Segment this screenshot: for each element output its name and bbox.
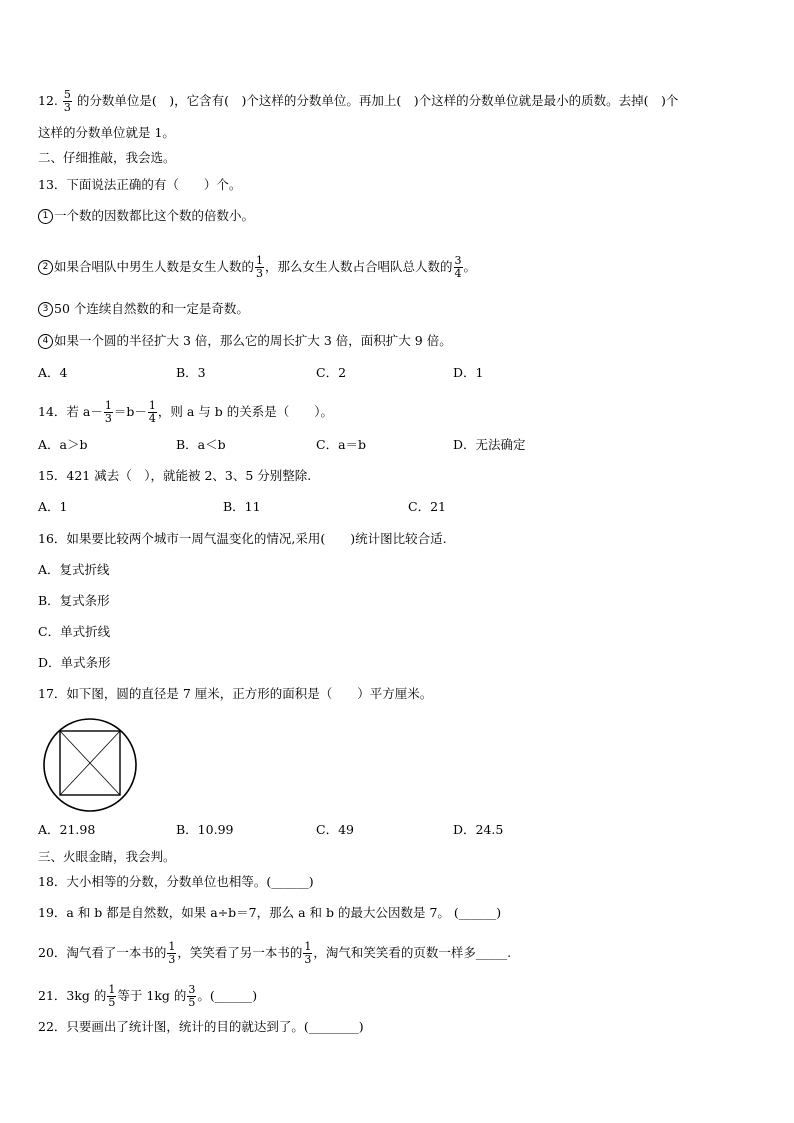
option-d[interactable]: D．单式条形 [38,655,111,670]
option-b[interactable]: B．a＜b [176,437,226,452]
circled-number-2: 2 [38,260,53,275]
question-19: 19．a 和 b 都是自然数，如果 a÷b＝7，那么 a 和 b 的最大公因数是 7。 (______) [38,905,502,920]
option-a[interactable]: A．21.98 [38,822,96,837]
statement-4: 4 如果一个圆的半径扩大 3 倍，那么它的周长扩大 3 倍，面积扩大 9 倍。 [38,333,452,349]
option-d[interactable]: D．24.5 [453,822,504,837]
question-20: 20．淘气看了一本书的 $\frac{1}{3}$ ，笑笑看了另一本书的 $\frac{1}{3}$ ，淘气和笑笑看的页数一样多_____. [38,940,512,966]
circled-number-3: 3 [38,302,53,317]
section-3-heading: 三、火眼金睛，我会判。 [38,849,176,864]
fraction: $\frac{1}{3}$ [168,940,176,966]
fraction: $\frac{3}{5}$ [188,983,196,1009]
fraction: $\frac{1}{4}$ [148,399,156,425]
fraction: $\frac{1}{3}$ [104,399,112,425]
fraction: $\frac{1}{5}$ [108,983,116,1009]
question-21: 21．3kg 的 $\frac{1}{5}$ 等于 1kg 的 $\frac{3}{5}$ 。(______) [38,983,258,1009]
question-15-stem: 15．421 减去（ ），就能被 2、3、5 分别整除. [38,468,312,483]
question-14-stem: 14．若 a－ $\frac{1}{3}$ ＝b－ $\frac{1}{4}$ ，则 a 与 b 的关系是（ ）。 [38,399,333,425]
question-22: 22．只要画出了统计图，统计的目的就达到了。(________) [38,1019,364,1034]
option-a[interactable]: A．1 [38,499,68,514]
option-c[interactable]: C．单式折线 [38,624,111,639]
question-16-stem: 16．如果要比较两个城市一周气温变化的情况,采用( )统计图比较合适. [38,531,447,546]
circle-square-figure [42,717,138,813]
option-d[interactable]: D．1 [453,365,484,380]
statement-1: 1 一个数的因数都比这个数的倍数小。 [38,208,254,224]
question-12-continued: 这样的分数单位就是 1。 [38,125,175,140]
question-13-stem: 13．下面说法正确的有（ ）个。 [38,177,242,192]
option-a[interactable]: A．复式折线 [38,562,110,577]
statement-2: 2 如果合唱队中男生人数是女生人数的 $\frac{1}{3}$ ，那么女生人数占合唱队总人数的 $\frac{3}{4}$ 。 [38,255,476,280]
option-a[interactable]: A．4 [38,365,68,380]
option-c[interactable]: C．a＝b [316,437,367,452]
statement-3: 3 50 个连续自然数的和一定是奇数。 [38,301,249,317]
option-c[interactable]: C．21 [408,499,446,514]
circled-number-1: 1 [38,209,53,224]
option-a[interactable]: A．a＞b [38,437,88,452]
question-12 [38,89,678,114]
section-2-heading: 二、仔细推敲，我会选。 [38,150,176,165]
question-number: 12. [38,93,58,108]
option-b[interactable]: B．10.99 [176,822,234,837]
option-c[interactable]: C．2 [316,365,347,380]
fraction: $\frac{1}{3}$ [256,254,264,280]
fraction: $\frac{3}{4}$ [454,254,462,280]
fraction: $\frac{1}{3}$ [304,940,312,966]
circled-number-4: 4 [38,334,53,349]
option-c[interactable]: C．49 [316,822,354,837]
option-b[interactable]: B．3 [176,365,206,380]
option-b[interactable]: B．复式条形 [38,593,110,608]
option-b[interactable]: B．11 [223,499,261,514]
option-d[interactable]: D．无法确定 [453,437,526,452]
question-18: 18．大小相等的分数，分数单位也相等。(______) [38,874,314,889]
question-text: 的分数单位是( )，它含有( )个这样的分数单位。再加上( )个这样的分数单位就是最小的质数。去掉( )个 [76,93,679,108]
circle [44,719,136,811]
fraction: $\frac{5}{3}$ [63,88,71,114]
question-17-stem: 17．如下图，圆的直径是 7 厘米，正方形的面积是（ ）平方厘米。 [38,686,433,701]
